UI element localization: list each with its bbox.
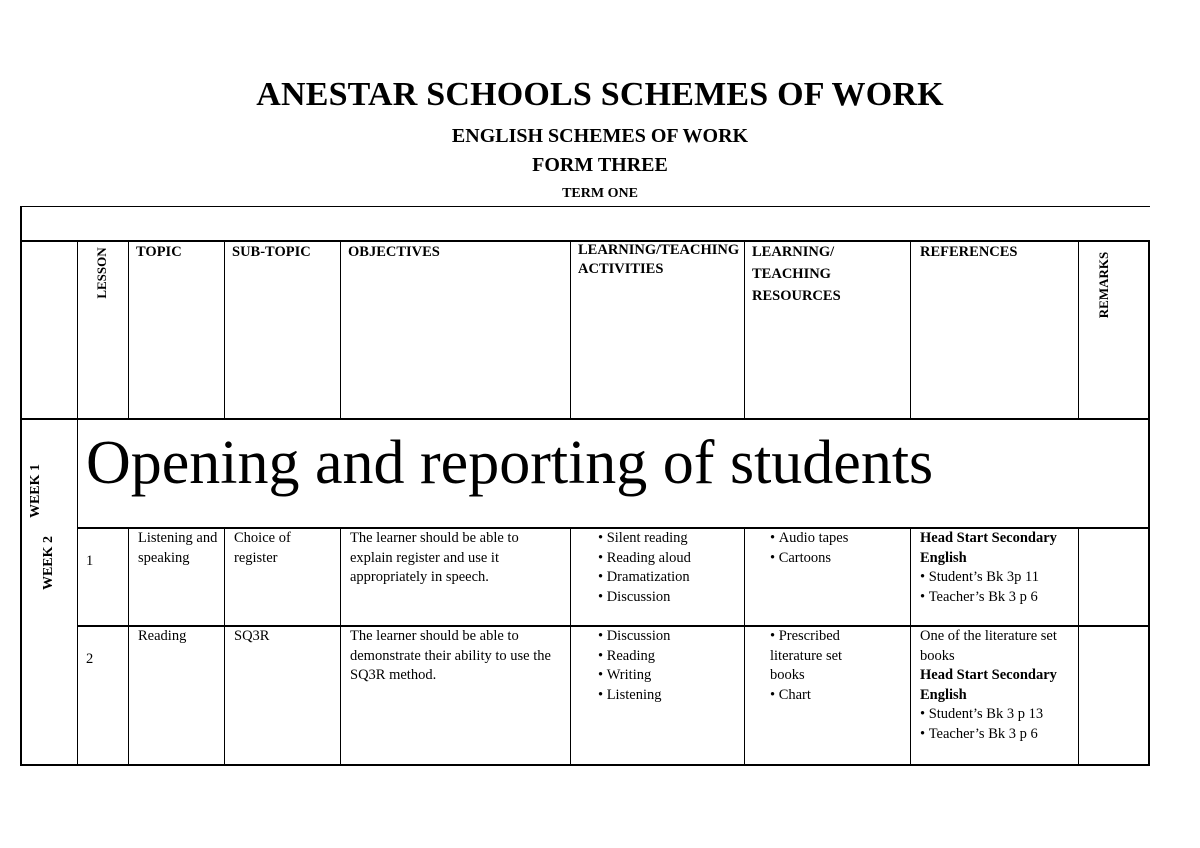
list-item: • Writing bbox=[598, 666, 738, 686]
list-item: • Student’s Bk 3 p 13 bbox=[920, 705, 1076, 725]
header-references: REFERENCES bbox=[920, 244, 1018, 260]
list-item: • Cartoons bbox=[770, 549, 904, 569]
topic-cell: Reading bbox=[138, 628, 187, 644]
document-subtitle: ENGLISH SCHEMES OF WORK bbox=[451, 125, 749, 147]
topic-cell: Listening and speaking bbox=[138, 530, 218, 566]
objectives-cell: The learner should be able to demonstrate their ability to use the SQ3R method. bbox=[350, 628, 551, 683]
header-subtopic: SUB-TOPIC bbox=[232, 244, 311, 260]
lesson-number: 1 bbox=[86, 553, 94, 569]
activities-list bbox=[598, 627, 738, 705]
list-item: • Student’s Bk 3p 11 bbox=[920, 568, 1076, 588]
week1-banner: Opening and reporting of students bbox=[86, 429, 934, 497]
reference-note: One of the literature set books bbox=[920, 628, 1057, 664]
reference-list bbox=[920, 705, 1076, 744]
list-item: • Reading bbox=[598, 647, 738, 667]
resources-list bbox=[770, 627, 880, 705]
list-item: • Reading aloud bbox=[598, 549, 738, 569]
week2-label: WEEK 2 bbox=[41, 535, 56, 591]
activities-list bbox=[598, 529, 738, 607]
list-item: • Chart bbox=[770, 686, 880, 706]
subtopic-cell: SQ3R bbox=[234, 628, 270, 644]
references-cell bbox=[920, 529, 1076, 607]
term-label: TERM ONE bbox=[562, 186, 638, 201]
document-title: ANESTAR SCHOOLS SCHEMES OF WORK bbox=[256, 76, 944, 113]
resources-list bbox=[770, 529, 904, 568]
header-lesson: LESSON bbox=[94, 247, 109, 299]
header-topic: TOPIC bbox=[136, 244, 182, 260]
list-item: • Dramatization bbox=[598, 568, 738, 588]
references-cell bbox=[920, 627, 1076, 744]
header-objectives: OBJECTIVES bbox=[348, 244, 440, 260]
lesson-number: 2 bbox=[86, 651, 94, 667]
list-item: • Audio tapes bbox=[770, 529, 904, 549]
reference-title: Head Start Secondary English bbox=[920, 530, 1057, 566]
reference-title: Head Start Secondary English bbox=[920, 667, 1057, 703]
objectives-cell: The learner should be able to explain register and use it appropriately in speech. bbox=[350, 530, 519, 585]
list-item: • Prescribed literature set books bbox=[770, 627, 880, 686]
header-remarks: REMARKS bbox=[1096, 251, 1111, 319]
list-item: • Discussion bbox=[598, 627, 738, 647]
subtopic-cell: Choice of register bbox=[234, 530, 291, 566]
list-item: • Listening bbox=[598, 686, 738, 706]
form-level: FORM THREE bbox=[532, 154, 668, 176]
list-item: • Discussion bbox=[598, 588, 738, 608]
list-item: • Teacher’s Bk 3 p 6 bbox=[920, 725, 1076, 745]
week1-label: WEEK 1 bbox=[28, 463, 43, 519]
header-resources: LEARNING/ TEACHING RESOURCES bbox=[752, 244, 841, 304]
list-item: • Teacher’s Bk 3 p 6 bbox=[920, 588, 1076, 608]
header-activities: LEARNING/TEACHING ACTIVITIES bbox=[578, 242, 740, 277]
reference-list bbox=[920, 568, 1076, 607]
list-item: • Silent reading bbox=[598, 529, 738, 549]
